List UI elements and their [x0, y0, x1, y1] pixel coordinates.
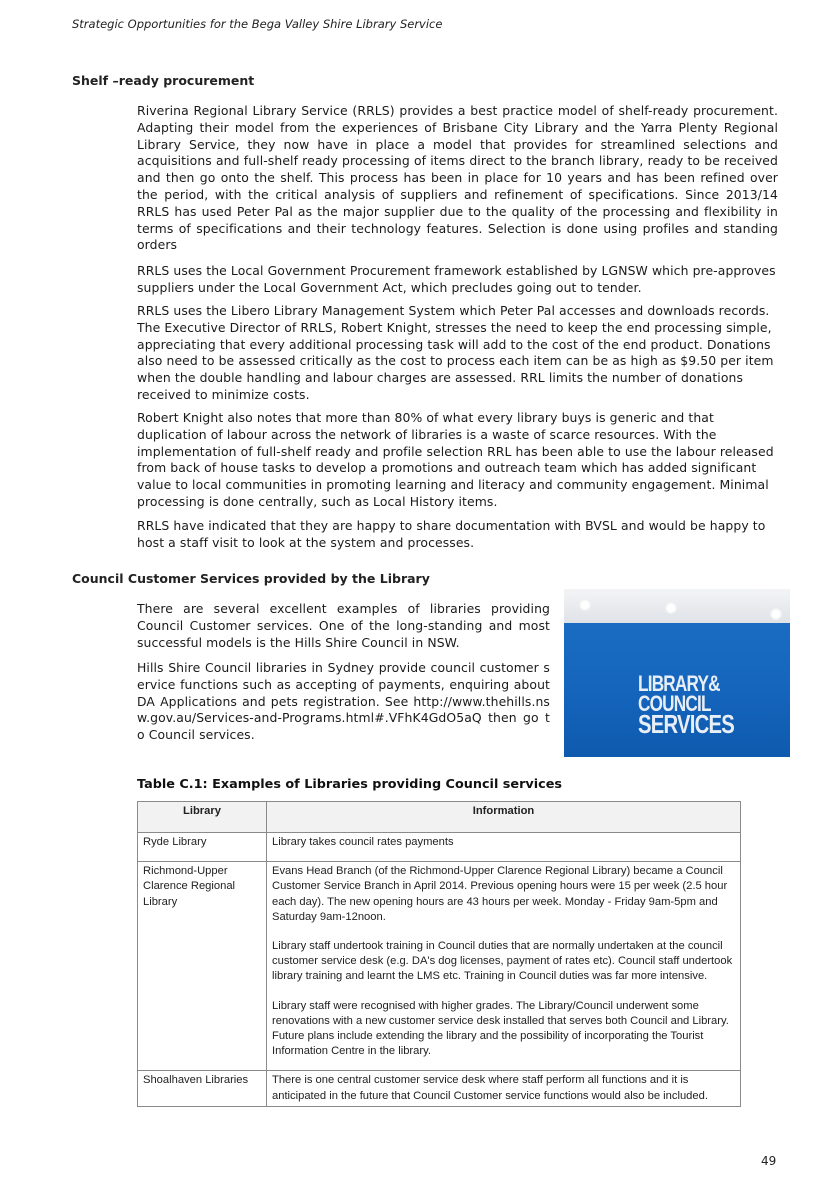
paragraph: Robert Knight also notes that more than 80% of what every library buys is generic and that duplication of labour across the network of libraries is a waste of scarce resources. With the implementation of full-shelf ready and profile selection RRL has been able to use the labour released from back of house tasks to develop a promotions and outreach team which has added significant value to local communities in promoting learning and literacy and community engagement. Minimal processing is done centrally, such as Local History items.	[137, 410, 774, 509]
cell-library: Ryde Library	[138, 833, 267, 862]
paragraph: RRLS uses the Libero Library Management System which Peter Pal accesses and downloads records. The Executive Director of RRLS, Robert Knight, stresses the need to keep the end processing simple, appreciating that every additional processing task will add to the cost of the end product. Donations also need to be assessed critically as the cost to process each item can be as high as $9.50 per item when the double handling and labour charges are assessed. RRL limits the number of donations received to minimize costs.	[137, 303, 774, 402]
sign-line: SERVICES	[638, 709, 734, 739]
wall-sign	[638, 671, 734, 739]
cell-information	[267, 1071, 741, 1106]
table-row	[138, 833, 741, 862]
sign-line: LIBRARY&	[638, 671, 720, 696]
section-heading-shelf-ready: Shelf –ready procurement	[72, 73, 255, 88]
library-council-services-photo	[564, 589, 790, 757]
table-row	[138, 1071, 741, 1106]
column-header-library: Library	[138, 802, 267, 833]
ceiling-light-icon	[579, 599, 591, 611]
section-heading-council-services: Council Customer Services provided by the Library	[72, 571, 430, 586]
cell-library: Shoalhaven Libraries	[138, 1071, 267, 1106]
page-number: 49	[761, 1154, 777, 1168]
table-header-row	[138, 802, 741, 833]
cell-information	[267, 833, 741, 862]
cell-information	[267, 862, 741, 1071]
paragraph: Hills Shire Council libraries in Sydney provide council customer service functions such as accepting of payments, enquiring about DA Applications and pets registration. See http://www.thehills.nsw.gov.au/Services-and-Programs.html#.VFhK4GdO5aQ then go to Council services.	[137, 660, 550, 743]
paragraph: Riverina Regional Library Service (RRLS) provides a best practice model of shelf-ready procurement. Adapting their model from the experiences of Brisbane City Library and the Yarra Plenty Regional Library Service, they now have in place a model that provides for streamlined selections and acquisitions and full-shelf ready processing of items direct to the branch library, ready to be received and then go onto the shelf. This process has been in place for 10 years and has been refined over the period, with the critical analysis of suppliers and refinement of specifications. Since 2013/14 RRLS has used Peter Pal as the major supplier due to the quality of the processing and flexibility in terms of specifications and their technology features. Selection is done using profiles and standing orders	[137, 103, 778, 253]
ceiling-light-icon	[665, 602, 677, 614]
paragraph: RRLS uses the Local Government Procurement framework established by LGNSW which pre-approves suppliers under the Local Government Act, which precludes going out to tender.	[137, 263, 776, 295]
table-caption: Table C.1: Examples of Libraries providing Council services	[137, 777, 562, 792]
running-header: Strategic Opportunities for the Bega Valley Shire Library Service	[72, 17, 443, 31]
info-text: Library staff undertook training in Council duties that are normally undertaken at the council customer service desk (e.g. DA's dog licenses, payment of rates etc). Council staff undertook library training and learnt the LMS etc. Training in Council duties was far more intensive.	[272, 940, 733, 983]
cell-library: Richmond-Upper Clarence Regional Library	[138, 862, 267, 1071]
info-text: Library staff were recognised with higher grades. The Library/Council underwent some renovations with a new customer service desk installed that serves both Council and Library. Future plans include extending the library and the possibility of incorporating the Tourist Information Centre in the library.	[272, 999, 729, 1058]
column-header-information: Information	[267, 802, 741, 833]
paragraph: RRLS have indicated that they are happy to share documentation with BVSL and would be happy to host a staff visit to look at the system and processes.	[137, 518, 766, 550]
libraries-table	[137, 801, 741, 1107]
ceiling-light-icon	[770, 608, 782, 620]
info-text: There is one central customer service desk where staff perform all functions and it is anticipated in the future that Council Customer service functions would also be included.	[272, 1074, 708, 1102]
sign-line: COUNCIL	[638, 691, 711, 716]
info-text: Library takes council rates payments	[272, 836, 454, 848]
paragraph: There are several excellent examples of libraries providing Council Customer services. One of the long-standing and most successful models is the Hills Shire Council in NSW.	[137, 601, 550, 650]
info-text: Evans Head Branch (of the Richmond-Upper Clarence Regional Library) became a Council Customer Service Branch in April 2014. Previous opening hours were 15 per week (2.5 hour each day). The new opening hours are 43 hours per week. Monday - Friday 9am-5pm and Saturday 9am-12noon.	[272, 865, 728, 923]
table-row	[138, 862, 741, 1071]
ceiling	[564, 589, 790, 623]
